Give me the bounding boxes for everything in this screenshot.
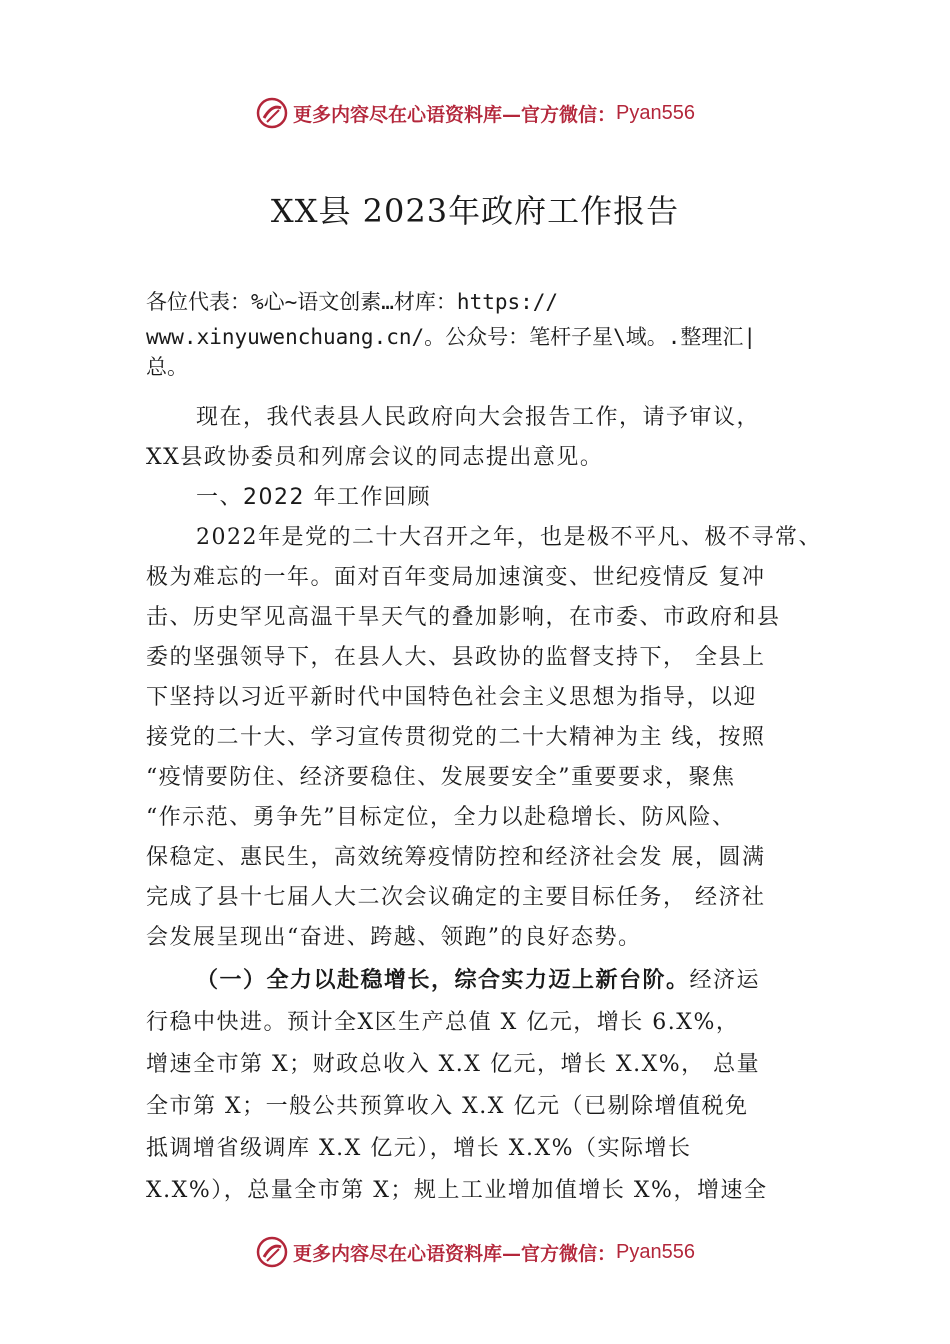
document-title: XX县 2023年政府工作报告: [270, 192, 680, 230]
preamble-line: www.xinyuwenchuang.cn/。公众号：笔杆子星\域。.整理汇|: [146, 325, 757, 349]
paragraph-line: “疫情要防住、经济要稳住、发展要安全”重要要求，聚焦: [146, 765, 736, 790]
banner-text: 更多内容尽在心语资料库—官方微信：: [293, 1242, 617, 1265]
paragraph-line: 接党的二十大、学习宣传贯彻党的二十大精神为主 线，按照: [146, 725, 766, 750]
banner-handle: Pyan556: [616, 101, 695, 124]
paragraph-line: 增速全市第 X；财政总收入 X.X 亿元，增长 X.X%， 总量: [146, 1052, 761, 1077]
paragraph-line: 保稳定、惠民生，高效统筹疫情防控和经济社会发 展，圆满: [146, 845, 766, 870]
paragraph-line: 2022年是党的二十大召开之年，也是极不平凡、极不寻常、: [196, 525, 822, 550]
paragraph-line: 极为难忘的一年。面对百年变局加速演变、世纪疫情反 复冲: [146, 565, 766, 590]
subsection-title: （一）全力以赴稳增长，综合实力迈上新台阶。: [196, 967, 690, 993]
paragraph-line: 下坚持以习近平新时代中国特色社会主义思想为指导，以迎: [146, 685, 758, 710]
document-body: [146, 282, 846, 1212]
stamp-logo-icon: [255, 1235, 289, 1269]
paragraph-line: 委的坚强领导下，在县人大、县政协的监督支持下， 全县上: [146, 645, 766, 670]
preamble-line: 各位代表：%心~语文创素…材库：https://: [146, 290, 559, 314]
paragraph-line: 完成了县十七届人大二次会议确定的主要目标任务， 经济社: [146, 885, 766, 910]
banner-text: 更多内容尽在心语资料库—官方微信：: [293, 103, 617, 126]
subsection-lead-rest: 经济运: [689, 968, 761, 993]
paragraph-line: 抵调增省级调库 X.X 亿元），增长 X.X%（实际增长: [146, 1136, 692, 1161]
paragraph-line: “作示范、勇争先”目标定位，全力以赴稳增长、防风险、: [146, 805, 736, 830]
paragraph-line: 全市第 X；一般公共预算收入 X.X 亿元（已剔除增值税免: [146, 1094, 749, 1119]
intro-line: XX县政协委员和列席会议的同志提出意见。: [146, 445, 604, 470]
banner-handle: Pyan556: [616, 1240, 695, 1263]
intro-line: 现在，我代表县人民政府向大会报告工作，请予审议，: [196, 405, 761, 430]
section-heading: 一、2022 年工作回顾: [196, 485, 431, 510]
footer-banner: [0, 1232, 950, 1272]
header-banner: [0, 93, 950, 133]
paragraph-line: 会发展呈现出“奋进、跨越、领跑”的良好态势。: [146, 925, 642, 950]
preamble-line: 总。: [146, 355, 188, 379]
paragraph-line: X.X%），总量全市第 X；规上工业增加值增长 X%，增速全: [146, 1178, 768, 1203]
subsection-lead: [146, 958, 846, 1002]
stamp-logo-icon: [255, 96, 289, 130]
paragraph-line: 行稳中快进。预计全X区生产总值 X 亿元，增长 6.X%，: [146, 1010, 740, 1035]
paragraph-line: 击、历史罕见高温干旱天气的叠加影响，在市委、市政府和县: [146, 605, 781, 630]
